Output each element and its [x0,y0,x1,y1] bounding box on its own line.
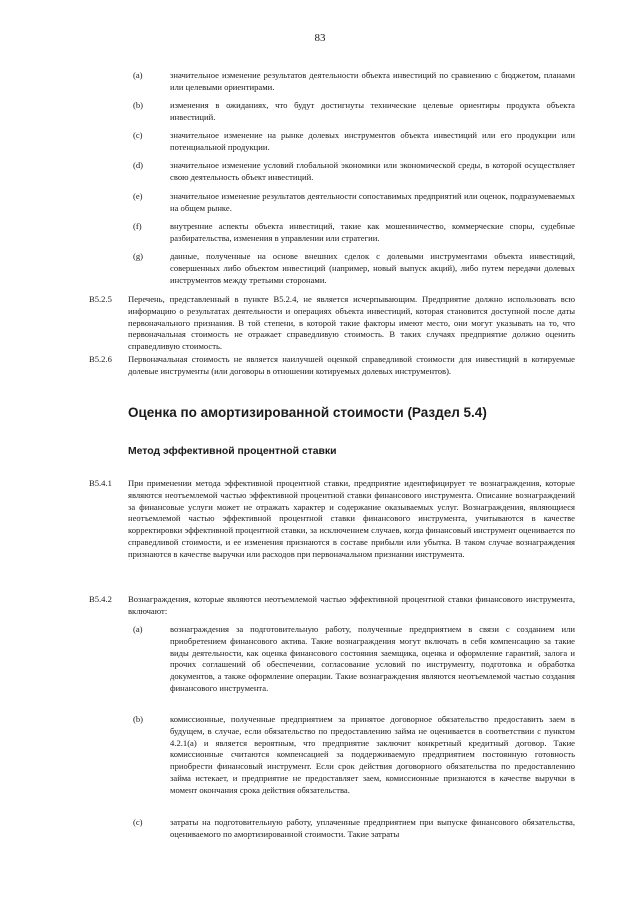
list-marker: (f) [133,221,142,231]
section-heading: Оценка по амортизированной стоимости (Раздел 5.4) [128,405,487,420]
list-marker: (d) [133,160,144,170]
list-marker: (e) [133,191,143,201]
paragraph-number: B5.4.1 [89,478,112,488]
list-marker: (c) [133,817,143,827]
list-item-text: затраты на подготовительную работу, уплаченные предприятием при выпуске финансового обязательства, оцениваемого по амортизированной стоимости. Такие затраты [170,817,575,839]
list-marker: (c) [133,130,143,140]
list-marker: (b) [133,100,144,110]
list-item-text: внутренние аспекты объекта инвестиций, такие как мошенничество, коммерческие споры, судебные разбирательства, изменения в управлении или стратегии. [170,221,575,243]
list-item-text: значительное изменение на рынке долевых инструментов объекта инвестиций или его продукции или потенциальной продукции. [170,130,575,152]
list-item-text: данные, полученные на основе внешних сделок с долевыми инструментами объекта инвестиций, совершенных либо объектом инвестиций (например, новый выпуск акций), либо путем передачи долевых инструментов между третьими сторонами. [170,251,575,285]
paragraph-text: Первоначальная стоимость не является наилучшей оценкой справедливой стоимости для инвестиций в котируемые долевые инструменты (или договоры в отношении котируемых долевых инструментов). [128,354,575,376]
paragraph-text: Перечень, представленный в пункте B5.2.4, не является исчерпывающим. Предприятие должно использовать всю информацию о результатах деятельности и операциях объекта инвестиций, которая становится доступной после даты первоначального признания. В той степени, в которой такие факторы имеют место, они могут указывать на то, что первоначальная стоимость не отражает справедливую стоимость. В таких случаях предприятие должно оценить справедливую стоимость. [128,294,575,352]
list-item-text: значительное изменение условий глобальной экономики или экономической среды, в которой осуществляет свою деятельность объект инвестиций. [170,160,575,182]
list-marker: (a) [133,624,143,634]
paragraph-text: При применении метода эффективной процентной ставки, предприятие идентифицирует те вознаграждения, которые являются неотъемлемой частью эффективной процентной ставки финансового инструмента. Описание вознаграждений за финансовые услуги может не отражать характер и содержание оказываемых услуг. Вознаграждения, являющиеся неотъемлемой частью эффективной процентной ставки финансового инструмента, учитываются в качестве корректировки эффективной процентной ставки, за исключением случаев, когда финансовый инструмент оценивается по справедливой стоимости, и ее изменения признаются в составе прибыли или убытка. В таком случае вознаграждения признаются в качестве выручки или расходов при первоначальном признании инструмента. [128,478,575,559]
list-item-text: вознаграждения за подготовительную работу, полученные предприятием в связи с созданием или приобретением финансового актива. Такие вознаграждения могут включать в себя компенсацию за такие виды деятельности, как оценка финансового состояния заемщика, оценка и оформление гарантий, залога и прочих соглашений об обеспечении, согласование условий по инструменту, подготовка и обработка документов, а также оформление операции. Такие вознаграждения являются неотъемлемой частью создания финансового инструмента. [170,624,575,693]
list-marker: (a) [133,70,143,80]
list-item-text: комиссионные, полученные предприятием за принятое договорное обязательство предоставить заем в будущем, в случае, если обязательство по предоставлению займа не оценивается в соответствии с пунктом 4.2.1(a) и является вероятным, что предприятие заключит конкретный кредитный договор. Такие комиссионные считаются компенсацией за поддерживаемую предприятием постоянную готовность приобрести финансовый инструмент. Если срок действия договорного обязательства по предоставлению займа истекает, и предприятие не предоставляет заем, комиссионные признаются в качестве выручки в момент окончания срока действия обязательства. [170,714,575,795]
list-item-text: изменения в ожиданиях, что будут достигнуты технические целевые ориентиры продукта объекта инвестиций. [170,100,575,122]
paragraph-number: B5.2.5 [89,294,112,304]
list-marker: (g) [133,251,144,261]
paragraph-number: B5.4.2 [89,594,112,604]
subsection-heading: Метод эффективной процентной ставки [128,446,337,457]
page-number: 83 [314,32,326,44]
list-item-text: значительное изменение результатов деятельности сопоставимых предприятий или оценок, подразумеваемых на общем рынке. [170,191,575,213]
list-marker: (b) [133,714,144,724]
paragraph-number: B5.2.6 [89,354,112,364]
paragraph-text: Вознаграждения, которые являются неотъемлемой частью эффективной процентной ставки финансового инструмента, включают: [128,594,575,616]
list-item-text: значительное изменение результатов деятельности объекта инвестиций по сравнению с бюджетом, планами или целевыми ориентирами. [170,70,575,92]
